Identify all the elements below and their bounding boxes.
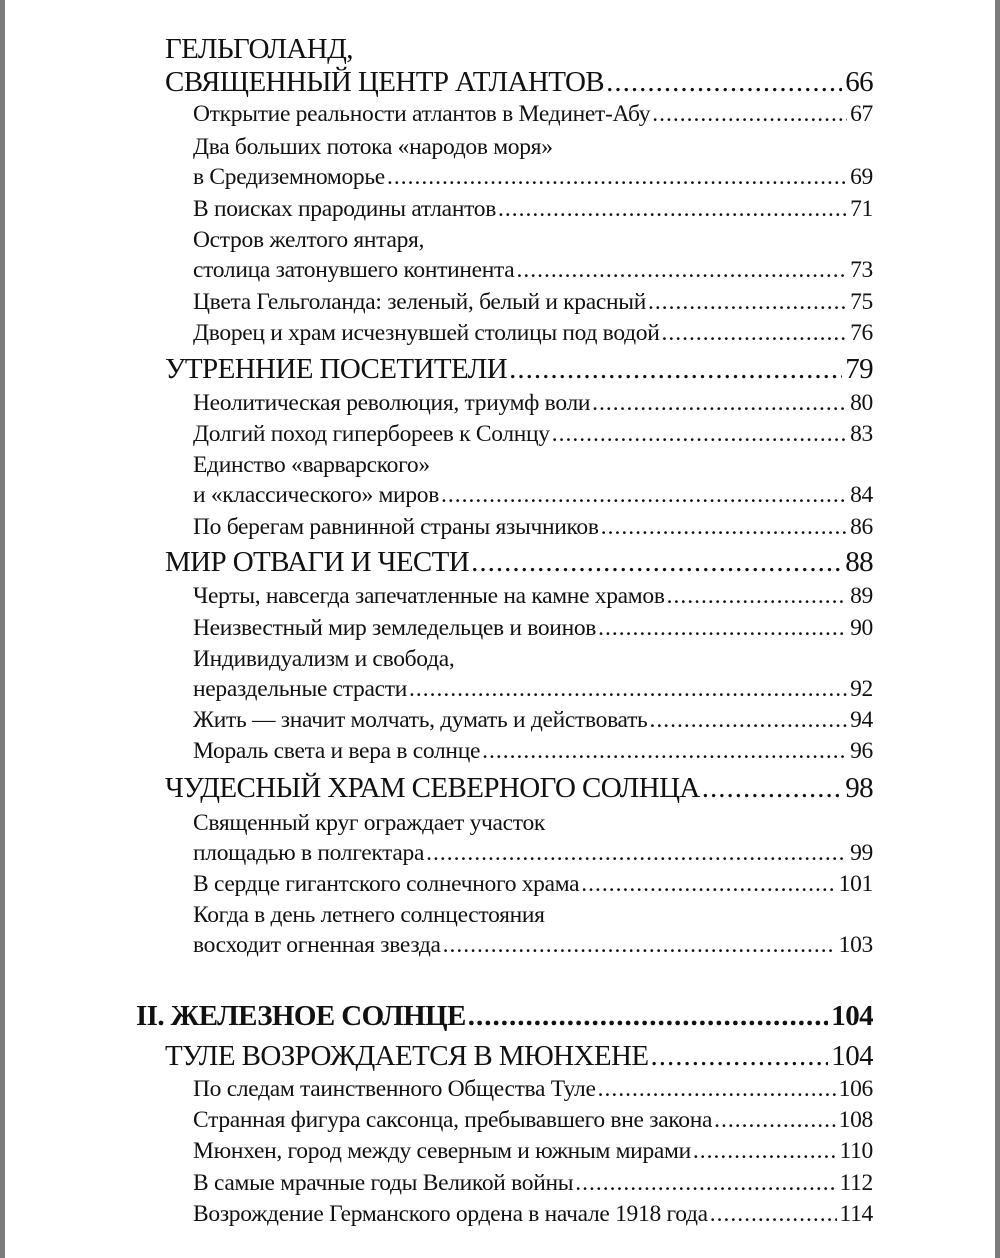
section-title: Черты, навсегда запечатленные на камне храмов xyxy=(193,583,665,609)
dot-leader xyxy=(652,101,847,128)
section-title: Мюнхен, город между северным и южным мирами xyxy=(193,1138,691,1164)
dot-leader xyxy=(387,164,847,191)
page-number: 94 xyxy=(850,707,873,733)
section-title: Возрождение Германского ордена в начале 1918 года xyxy=(193,1201,708,1227)
section-title: Открытие реальности атлантов в Мединет-Абу xyxy=(193,101,651,127)
dot-leader xyxy=(650,1040,828,1073)
page-number: 104 xyxy=(831,1000,873,1032)
dot-leader xyxy=(649,707,847,734)
section-title: По следам таинственного Общества Туле xyxy=(193,1076,596,1102)
section-title-line: Священный круг ограждает участок xyxy=(193,810,546,836)
section-title: Странная фигура саксонца, пребывавшего вне закона xyxy=(193,1107,713,1133)
toc-chapter-entry[interactable] xyxy=(165,772,873,805)
chapter-title: ЧУДЕСНЫЙ ХРАМ СЕВЕРНОГО СОЛНЦА xyxy=(165,772,700,804)
dot-leader xyxy=(575,1170,836,1197)
section-title: столица затонувшего континента xyxy=(193,257,515,283)
page-number: 114 xyxy=(839,1201,873,1227)
section-title: Неолитическая революция, триумф воли xyxy=(193,390,591,416)
section-title: и «классического» миров xyxy=(193,482,440,508)
page-number: 67 xyxy=(850,101,873,127)
section-title: Неизвестный мир земледельцев и воинов xyxy=(193,615,597,641)
dot-leader xyxy=(667,583,847,610)
part-title: II. ЖЕЛЕЗНОЕ СОЛНЦЕ xyxy=(136,1000,466,1032)
page-number: 79 xyxy=(845,353,873,385)
dot-leader xyxy=(702,772,842,805)
toc-chapter-entry[interactable] xyxy=(165,353,873,386)
toc-section-entry[interactable] xyxy=(193,390,873,417)
page-number: 112 xyxy=(839,1170,873,1196)
toc-section-entry[interactable] xyxy=(193,514,873,541)
page-number: 103 xyxy=(838,932,873,958)
section-title-line: Два больших потока «народов моря» xyxy=(193,134,553,160)
page-number: 96 xyxy=(850,738,873,764)
page-number: 84 xyxy=(850,482,873,508)
toc-section-entry[interactable] xyxy=(193,583,873,610)
dot-leader xyxy=(710,1201,837,1228)
page-number: 75 xyxy=(850,289,873,315)
dot-leader xyxy=(426,840,847,867)
dot-leader xyxy=(592,390,847,417)
section-title: Цвета Гельголанда: зеленый, белый и красный xyxy=(193,289,647,315)
toc-section-entry[interactable] xyxy=(193,932,873,959)
toc-section-entry[interactable] xyxy=(193,1170,873,1197)
page-number: 101 xyxy=(838,871,873,897)
section-title: нераздельные страсти xyxy=(193,676,407,702)
section-title-line: Остров желтого янтаря, xyxy=(193,227,425,253)
dot-leader xyxy=(409,676,847,703)
toc-section-entry[interactable] xyxy=(193,615,873,642)
page-number: 71 xyxy=(850,196,873,222)
chapter-title: СВЯЩЕННЫЙ ЦЕНТР АТЛАНТОВ xyxy=(165,66,605,98)
toc-section-entry[interactable] xyxy=(193,101,873,128)
page-number: 66 xyxy=(845,66,873,98)
toc-section-entry[interactable] xyxy=(193,707,873,734)
dot-leader xyxy=(509,353,842,386)
toc-section-entry[interactable] xyxy=(193,164,873,191)
dot-leader xyxy=(693,1138,837,1165)
section-title: В самые мрачные годы Великой войны xyxy=(193,1170,574,1196)
section-title-line: Индивидуализм и свобода, xyxy=(193,646,455,672)
page-number: 73 xyxy=(850,257,873,283)
dot-leader xyxy=(498,196,847,223)
chapter-title: УТРЕННИЕ ПОСЕТИТЕЛИ xyxy=(165,353,508,385)
section-title: В сердце гигантского солнечного храма xyxy=(193,871,580,897)
dot-leader xyxy=(441,482,847,509)
page-number: 76 xyxy=(850,320,873,346)
toc-section-entry[interactable] xyxy=(193,421,873,448)
section-title: в Средиземноморье xyxy=(193,164,385,190)
toc-section-entry[interactable] xyxy=(193,196,873,223)
section-title-line: Единство «варварского» xyxy=(193,452,430,478)
toc-section-entry[interactable] xyxy=(193,482,873,509)
dot-leader xyxy=(714,1107,836,1134)
page-number: 110 xyxy=(839,1138,873,1164)
dot-leader xyxy=(661,320,847,347)
section-title: Жить — значит молчать, думать и действовать xyxy=(193,707,648,733)
page-number: 83 xyxy=(850,421,873,447)
section-title: По берегам равнинной страны язычников xyxy=(193,514,599,540)
toc-section-entry[interactable] xyxy=(193,738,873,765)
page-number: 86 xyxy=(850,514,873,540)
page-number: 90 xyxy=(850,615,873,641)
dot-leader xyxy=(606,66,842,99)
section-title: Дворец и храм исчезнувшей столицы под водой xyxy=(193,320,660,346)
dot-leader xyxy=(482,738,847,765)
dot-leader xyxy=(443,932,836,959)
dot-leader xyxy=(471,546,842,579)
dot-leader xyxy=(516,257,847,284)
section-title: В поисках прародины атлантов xyxy=(193,196,496,222)
toc-section-entry[interactable] xyxy=(193,257,873,284)
page-number: 99 xyxy=(850,840,873,866)
section-title: Долгий поход гипербореев к Солнцу xyxy=(193,421,550,447)
page-number: 88 xyxy=(845,546,873,578)
toc-chapter-entry[interactable] xyxy=(165,66,873,99)
page-number: 104 xyxy=(831,1040,873,1072)
toc-section-entry[interactable] xyxy=(193,1107,873,1134)
page-number: 89 xyxy=(850,583,873,609)
dot-leader xyxy=(552,421,847,448)
dot-leader xyxy=(581,871,835,898)
dot-leader xyxy=(598,1076,836,1103)
dot-leader xyxy=(648,289,847,316)
page-number: 92 xyxy=(850,676,873,702)
toc-section-entry[interactable] xyxy=(193,871,873,898)
toc-section-entry[interactable] xyxy=(193,1076,873,1103)
page-number: 69 xyxy=(850,164,873,190)
page-number: 106 xyxy=(838,1076,873,1102)
toc-section-entry[interactable] xyxy=(193,1138,873,1165)
page-number: 80 xyxy=(850,390,873,416)
dot-leader xyxy=(468,1000,829,1033)
toc-section-entry[interactable] xyxy=(193,676,873,703)
dot-leader xyxy=(601,514,847,541)
toc-section-entry[interactable] xyxy=(193,289,873,316)
section-title: Мораль света и вера в солнце xyxy=(193,738,481,764)
section-title: площадью в полгектара xyxy=(193,840,425,866)
dot-leader xyxy=(598,615,847,642)
chapter-title: ТУЛЕ ВОЗРОЖДАЕТСЯ В МЮНХЕНЕ xyxy=(165,1040,649,1072)
chapter-title: МИР ОТВАГИ И ЧЕСТИ xyxy=(165,546,470,578)
toc-section-entry[interactable] xyxy=(193,840,873,867)
section-title-line: Когда в день летнего солнцестояния xyxy=(193,902,545,928)
page-number: 98 xyxy=(845,772,873,804)
toc-chapter-entry[interactable] xyxy=(165,546,873,579)
page-number: 108 xyxy=(838,1107,873,1133)
chapter-title-line: ГЕЛЬГОЛАНД, xyxy=(165,33,353,65)
toc-chapter-entry[interactable] xyxy=(165,1040,873,1073)
toc-section-entry[interactable] xyxy=(193,320,873,347)
toc-part-entry[interactable] xyxy=(136,1000,873,1033)
section-title: восходит огненная звезда xyxy=(193,932,441,958)
toc-section-entry[interactable] xyxy=(193,1201,873,1228)
